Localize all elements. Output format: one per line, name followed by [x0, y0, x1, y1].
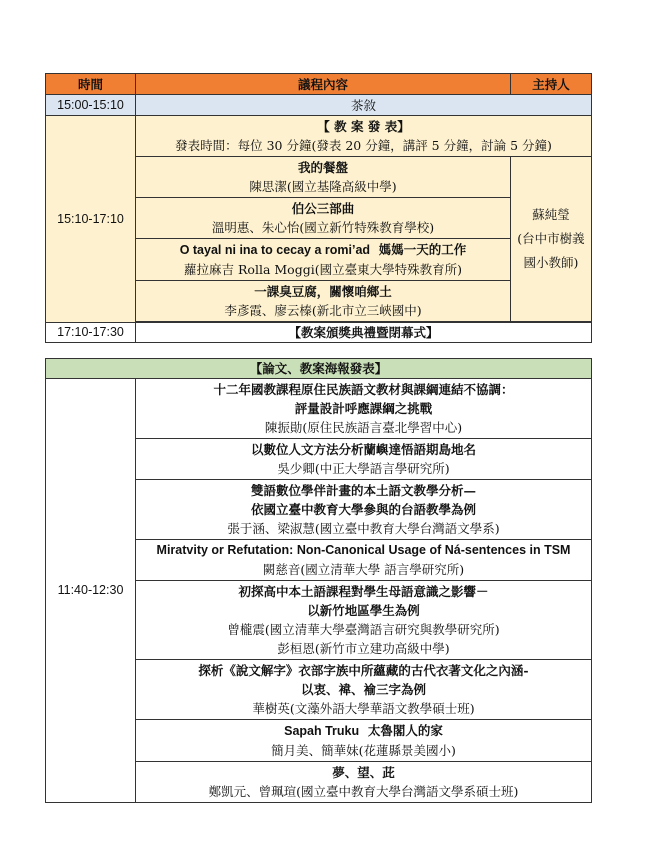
poster-title: 夢、望、茈 [332, 765, 395, 780]
poster-title: 雙語數位學伴計畫的本土語文教學分析— [251, 483, 477, 498]
poster-authors: 張于涵、梁淑慧(國立臺中教育大學台灣語文學系) [227, 521, 500, 536]
poster-cell [136, 762, 592, 803]
header-host: 主持人 [511, 74, 592, 95]
session-time: 15:10-17:10 [46, 116, 136, 323]
poster-authors: 華樹英(文藻外語大學華語文教學碩士班) [252, 701, 475, 716]
poster-cell [136, 540, 592, 581]
header-time: 時間 [46, 74, 136, 95]
closing-label: 【教案頒獎典禮暨閉幕式】 [136, 323, 592, 343]
talk-title [136, 240, 510, 260]
session-title: 【 教 案 發 表】 [317, 119, 410, 134]
poster-authors: 陳振勛(原住民族語言臺北學習中心) [264, 420, 463, 435]
poster-authors: 鄭凱元、曾珮瑄(國立臺中教育大學台灣語文學系碩士班) [208, 784, 519, 799]
session-intro [136, 116, 592, 157]
talk-cell [136, 198, 511, 239]
poster-authors: 曾櫳震(國立清華大學臺灣語言研究與教學研究所) [227, 622, 500, 637]
schedule-table-2 [45, 358, 592, 803]
poster-title: 初探高中本土語課程對學生母語意識之影響－ [238, 584, 489, 599]
tea-label: 茶敘 [136, 95, 592, 116]
poster-authors: 闕慈音(國立清華大學 語言學研究所) [262, 562, 465, 577]
poster-title: Miratvity or Refutation: Non-Canonical Usage of Ná-sentences in TSM [156, 543, 571, 557]
talk-authors: 溫明惠、朱心怡(國立新竹特殊教育學校) [211, 220, 435, 235]
host-name: 蘇純瑩 [532, 207, 570, 222]
header-agenda: 議程內容 [136, 74, 511, 95]
talk-title-cjk: 媽媽一天的工作 [378, 242, 467, 257]
poster-title: 依國立臺中教育大學參與的台語教學為例 [251, 502, 477, 517]
poster-authors: 簡月美、簡華妹(花蓮縣景美國小) [271, 743, 456, 758]
talk-authors: 李彥霞、廖云榛(新北市立三峽國中) [224, 303, 422, 318]
poster-title: 探析《說文解字》衣部字族中所蘊藏的古代衣著文化之內涵- [198, 663, 529, 678]
poster-title: 評量設計呼應課綱之挑戰 [294, 401, 433, 416]
poster-cell [136, 660, 592, 720]
poster-cell [136, 480, 592, 540]
poster-cell [136, 720, 592, 762]
poster-title: 以數位人文方法分析蘭嶼達悟語期島地名 [251, 442, 477, 457]
talk-title: 我的餐盤 [297, 160, 348, 175]
poster-time: 11:40-12:30 [46, 379, 136, 803]
poster-cell [136, 439, 592, 480]
talk-title: 一課臭豆腐，關懷咱鄉土 [254, 284, 392, 299]
tea-time: 15:00-15:10 [46, 95, 136, 116]
session-host [511, 157, 592, 322]
poster-authors: 彭桓恩(新竹市立建功高級中學) [277, 641, 450, 656]
talk-authors: 陳思潔(國立基隆高級中學) [249, 179, 397, 194]
host-affiliation-2: 國小教師) [523, 255, 579, 270]
poster-title: 以新竹地區學生為例 [307, 603, 420, 618]
talk-cell [136, 281, 511, 322]
poster-title [136, 721, 591, 741]
poster-title-latin: Sapah Truku [284, 724, 360, 738]
table-header-row [46, 74, 592, 95]
talk-cell [136, 239, 511, 281]
closing-time: 17:10-17:30 [46, 323, 136, 343]
closing-row [46, 323, 592, 343]
talk-title-latin: O tayal ni ina to cecay a romi’ad [179, 243, 371, 257]
poster-cell [136, 379, 592, 439]
poster-title: 以衷、褘、褕三字為例 [301, 682, 427, 697]
poster-authors: 吳少卿(中正大學語言學研究所) [277, 461, 450, 476]
tea-row [46, 95, 592, 116]
talk-authors: 蘿拉麻吉 Rolla Moggi(國立臺東大學特殊教育所) [184, 262, 462, 277]
talk-title: 伯公三部曲 [291, 201, 355, 216]
poster-header-row [46, 359, 592, 379]
poster-cell [136, 581, 592, 660]
poster-header: 【論文、教案海報發表】 [46, 359, 592, 379]
poster-title: 十二年國教課程原住民族語文教材與課綱連結不協調： [213, 382, 514, 397]
session-title-row [46, 116, 592, 157]
poster-title-cjk: 太魯閣人的家 [367, 723, 443, 738]
session-rule: 發表時間：每位 30 分鐘(發表 20 分鐘，講評 5 分鐘，討論 5 分鐘) [175, 138, 552, 153]
host-affiliation-1: (台中市樹義 [517, 231, 585, 246]
schedule-table-1 [45, 73, 592, 343]
talk-cell [136, 157, 511, 198]
poster-row [46, 379, 592, 439]
